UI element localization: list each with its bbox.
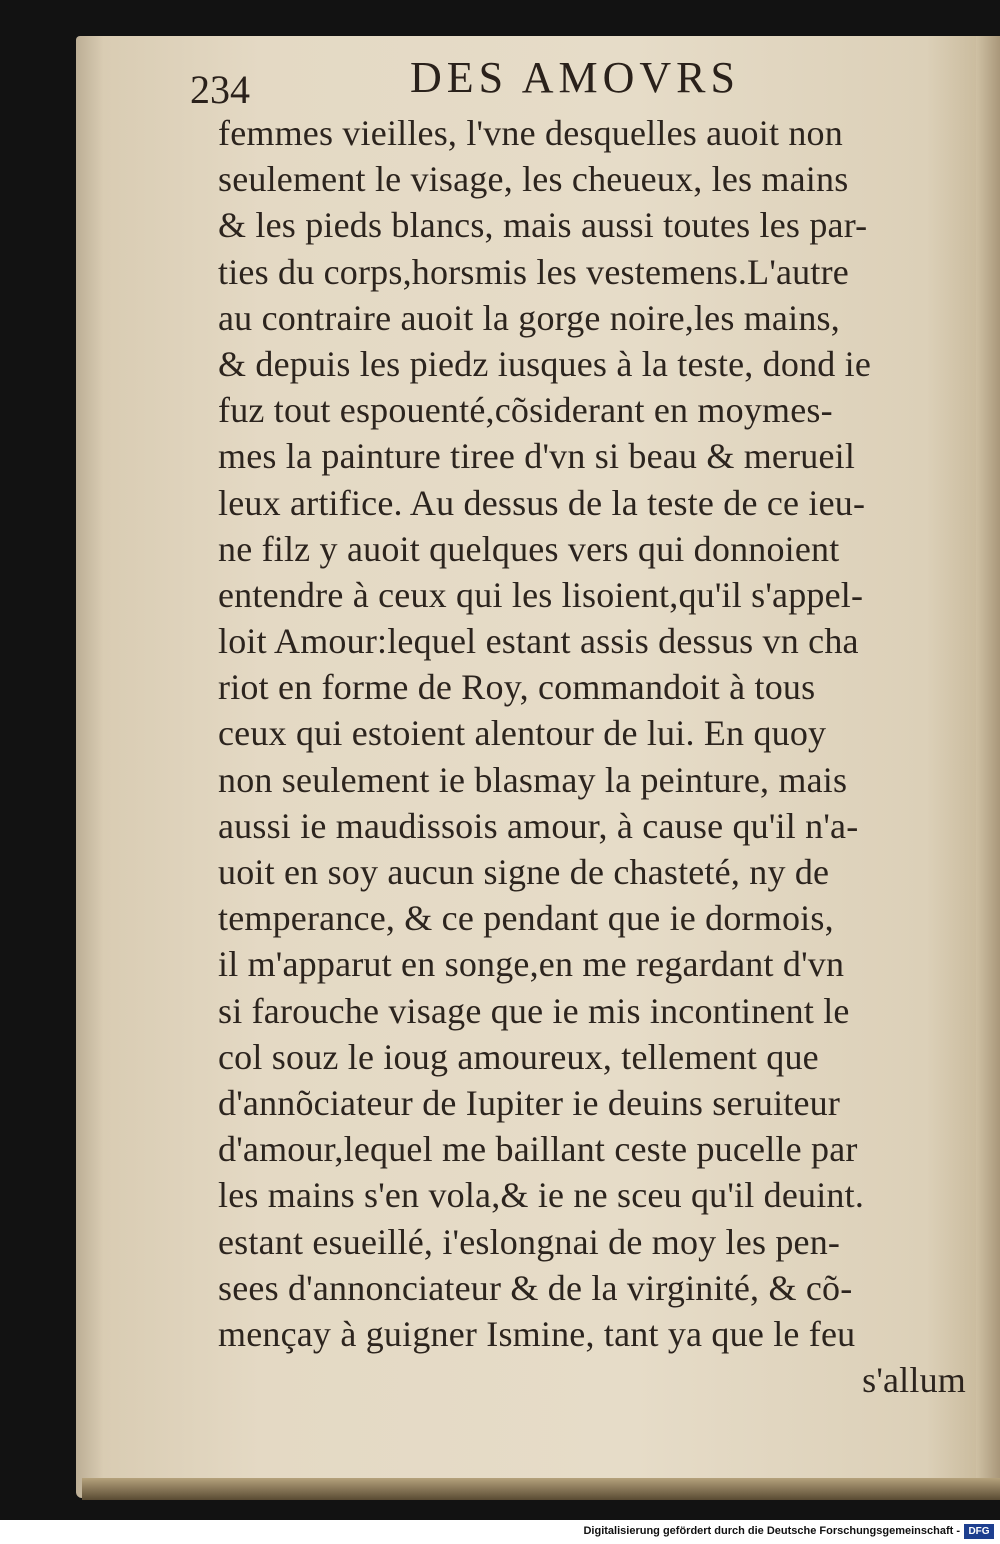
text-line: & depuis les piedz iusques à la teste, dond ie — [218, 343, 872, 384]
text-line: au contraire auoit la gorge noire,les mains, — [218, 297, 840, 338]
text-line: entendre à ceux qui les lisoient,qu'il s'appel- — [218, 574, 864, 615]
text-line: ties du corps,horsmis les vestemens.L'autre — [218, 251, 849, 292]
text-line: les mains s'en vola,& ie ne sceu qu'il deuint. — [218, 1175, 865, 1216]
body-text — [218, 110, 966, 1403]
text-line: si farouche visage que ie mis incontinent le — [218, 990, 850, 1031]
text-line: mes la painture tiree d'vn si beau & merueil — [218, 436, 856, 477]
running-head: DES AMOVRS — [410, 53, 740, 102]
text-line: col souz le ioug amoureux, tellement que — [218, 1036, 819, 1077]
page-header — [190, 48, 910, 112]
page-bottom-edge — [82, 1478, 1000, 1500]
page-gutter — [976, 36, 1000, 1498]
text-line: loit Amour:lequel estant assis dessus vn cha — [218, 621, 859, 662]
text-line: ne filz y auoit quelques vers qui donnoient — [218, 528, 840, 569]
text-line: leux artifice. Au dessus de la teste de ce ieu- — [218, 482, 866, 523]
text-line: temperance, & ce pendant que ie dormois, — [218, 898, 834, 939]
text-line: mençay à guigner Ismine, tant ya que le feu — [218, 1313, 856, 1354]
text-line: il m'apparut en songe,en me regardant d'vn — [218, 944, 845, 985]
catchword: s'allum — [862, 1360, 966, 1401]
funding-credit: Digitalisierung gefördert durch die Deutsche Forschungsgemeinschaft - — [583, 1525, 960, 1537]
footer-bar — [0, 1520, 1000, 1544]
text-line: sees d'annonciateur & de la virginité, & cõ- — [218, 1267, 853, 1308]
text-line: d'amour,lequel me baillant ceste pucelle par — [218, 1129, 858, 1170]
text-line: non seulement ie blasmay la peinture, mais — [218, 759, 848, 800]
text-line: seulement le visage, les cheueux, les mains — [218, 159, 849, 200]
text-line: ceux qui estoient alentour de lui. En quoy — [218, 713, 827, 754]
page-number: 234 — [190, 67, 250, 112]
text-line: estant esueillé, i'eslongnai de moy les pen- — [218, 1221, 841, 1262]
text-line: fuz tout espouenté,cõsiderant en moymes- — [218, 390, 833, 431]
dfg-logo-icon: DFG — [964, 1524, 994, 1539]
text-line: uoit en soy aucun signe de chasteté, ny de — [218, 852, 830, 892]
text-line: aussi ie maudissois amour, à cause qu'il n'a- — [218, 805, 859, 846]
text-line: d'annõciateur de Iupiter ie deuins seruiteur — [218, 1082, 841, 1123]
text-line: femmes vieilles, l'vne desquelles auoit non — [218, 113, 843, 153]
text-line: & les pieds blancs, mais aussi toutes les par- — [218, 205, 868, 246]
text-line: riot en forme de Roy, commandoit à tous — [218, 667, 816, 708]
